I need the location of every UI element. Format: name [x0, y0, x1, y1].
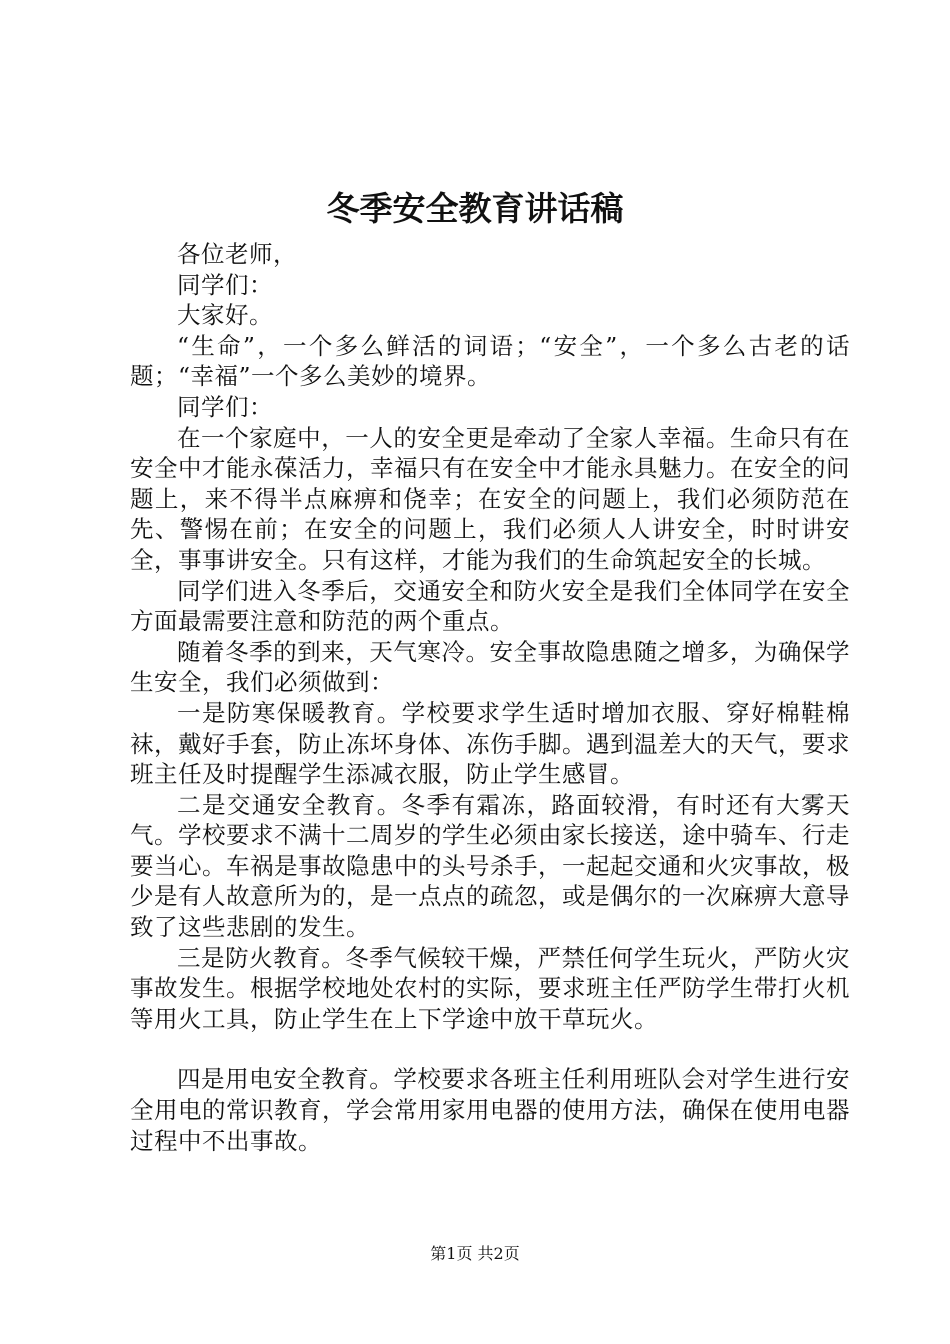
- document-body: [130, 239, 850, 1156]
- paragraph-family-safety: 在一个家庭中，一人的安全更是牵动了全家人幸福。生命只有在安全中才能永葆活力，幸福只有在安全中才能永具魅力。在安全的问题上，来不得半点麻痹和侥幸；在安全的问题上，我们必须防范在先、警惕在前；在安全的问题上，我们必须人人讲安全，时时讲安全，事事讲安全。只有这样，才能为我们的生命筑起安全的长城。: [130, 423, 850, 574]
- page-footer: 第1页 共2页: [430, 1244, 520, 1263]
- paragraph-intro: “生命”，一个多么鲜活的词语；“安全”，一个多么古老的话题；“幸福”一个多么美妙的境界。: [130, 331, 850, 391]
- paragraph-greeting-teachers: 各位老师，: [177, 240, 297, 268]
- paragraph-students-address: 同学们：: [177, 392, 273, 421]
- paragraph-point-three: 三是防火教育。冬季气候较干燥，严禁任何学生玩火，严防火灾事故发生。根据学校地处农村的实际，要求班主任严防学生带打火机等用火工具，防止学生在上下学途中放干草玩火。: [130, 943, 850, 1033]
- paragraph-point-two: 二是交通安全教育。冬季有霜冻，路面较滑，有时还有大雾天气。学校要求不满十二周岁的学生必须由家长接送，途中骑车、行走要当心。车祸是事故隐患中的头号杀手，一起起交通和火灾事故，极少是有人故意所为的，是一点点的疏忽，或是偶尔的一次麻痹大意导致了这些悲剧的发生。: [130, 790, 850, 942]
- paragraph-winter-focus: 同学们进入冬季后，交通安全和防火安全是我们全体同学在安全方面最需要注意和防范的两个重点。: [130, 576, 850, 636]
- document-title: 冬季安全教育讲话稿: [326, 189, 624, 228]
- paragraph-winter-arrival: 随着冬季的到来，天气寒冷。安全事故隐患随之增多，为确保学生安全，我们必须做到：: [130, 637, 850, 697]
- paragraph-greeting-students: 同学们：: [177, 270, 273, 299]
- paragraph-point-four: 四是用电安全教育。学校要求各班主任利用班队会对学生进行安全用电的常识教育，学会常用家用电器的使用方法，确保在使用电器过程中不出事故。: [130, 1065, 850, 1155]
- paragraph-hello: 大家好。: [177, 301, 273, 330]
- paragraph-point-one: 一是防寒保暖教育。学校要求学生适时增加衣服、穿好棉鞋棉袜，戴好手套，防止冻坏身体、冻伤手脚。遇到温差大的天气，要求班主任及时提醒学生添减衣服，防止学生感冒。: [130, 698, 850, 789]
